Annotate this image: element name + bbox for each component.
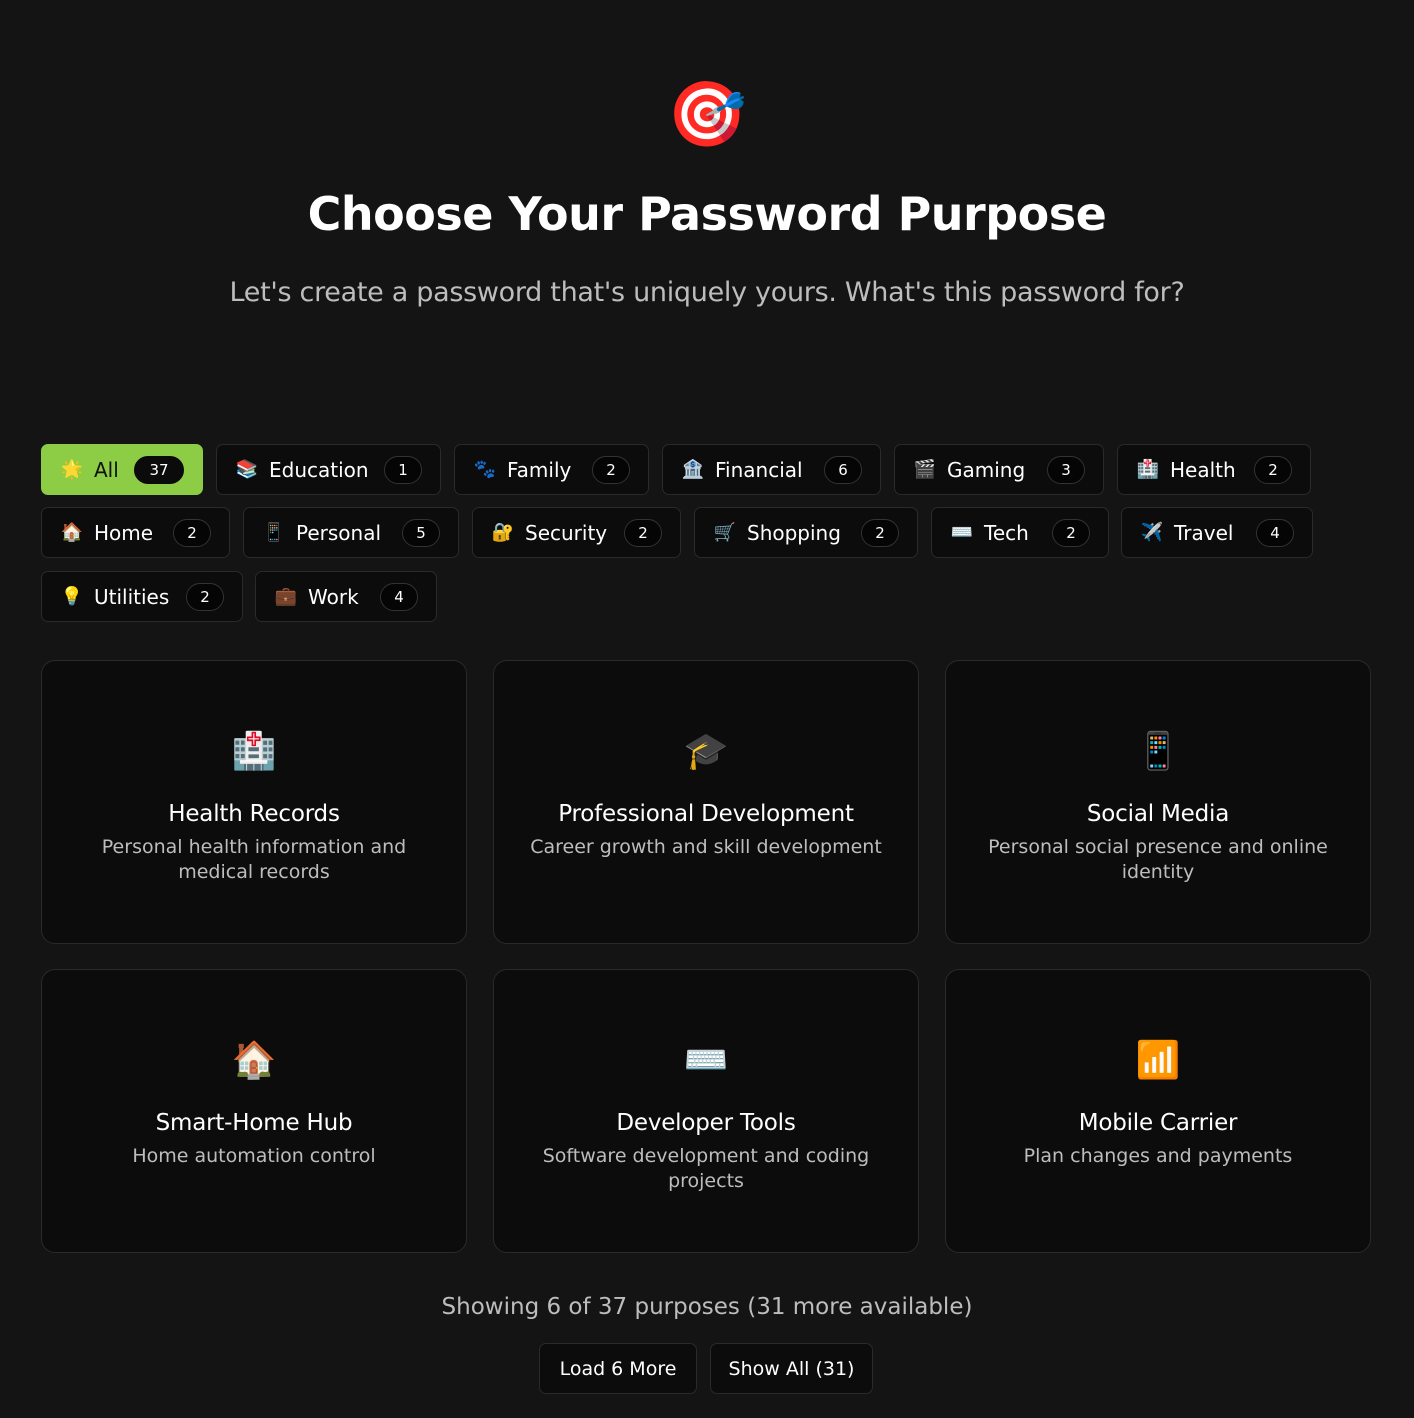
filter-all[interactable] <box>41 444 203 495</box>
show-all-button[interactable]: Show All (31) <box>710 1343 873 1394</box>
purpose-card-mobile-carrier[interactable] <box>945 969 1371 1253</box>
filter-label: Utilities <box>94 584 170 609</box>
filter-gaming[interactable] <box>894 444 1104 495</box>
airplane-icon: ✈️ <box>1140 522 1164 543</box>
filter-count-badge: 37 <box>134 456 184 484</box>
purpose-card-smart-home-hub[interactable] <box>41 969 467 1253</box>
card-description: Personal health information and medical records <box>101 836 407 883</box>
filter-health[interactable] <box>1117 444 1311 495</box>
filter-label: Travel <box>1174 520 1234 545</box>
filter-count-badge: 1 <box>384 456 422 484</box>
keyboard-icon: ⌨️ <box>950 522 974 543</box>
filter-count-badge: 3 <box>1047 456 1085 484</box>
bank-icon: 🏦 <box>681 459 705 480</box>
graduation-cap-icon: 🎓 <box>683 731 729 772</box>
target-icon: 🎯 <box>667 78 747 152</box>
briefcase-icon: 💼 <box>274 586 298 607</box>
card-description: Software development and coding projects <box>542 1145 870 1192</box>
shopping-cart-icon: 🛒 <box>713 522 737 543</box>
card-title: Social Media <box>1086 801 1230 827</box>
books-icon: 📚 <box>235 459 259 480</box>
purpose-card-health-records[interactable] <box>41 660 467 944</box>
purpose-card-developer-tools[interactable] <box>493 969 919 1253</box>
paw-prints-icon: 🐾 <box>473 459 497 480</box>
filter-family[interactable] <box>454 444 649 495</box>
mobile-phone-icon: 📱 <box>262 522 286 543</box>
card-title: Smart-Home Hub <box>155 1110 353 1136</box>
hospital-icon: 🏥 <box>1136 459 1160 480</box>
mobile-phone-icon: 📱 <box>1135 731 1181 772</box>
filter-count-badge: 2 <box>861 519 899 547</box>
filter-count-badge: 5 <box>402 519 440 547</box>
filter-financial[interactable] <box>662 444 881 495</box>
filter-count-badge: 6 <box>824 456 862 484</box>
filter-security[interactable] <box>472 507 681 558</box>
star-icon: 🌟 <box>60 459 84 480</box>
filter-label: Security <box>525 520 608 545</box>
page-subtitle: Let's create a password that's uniquely yours. What's this password for? <box>229 277 1185 308</box>
keyboard-icon: ⌨️ <box>683 1040 729 1081</box>
filter-count-badge: 2 <box>624 519 662 547</box>
filter-label: Tech <box>984 520 1029 545</box>
locked-with-key-icon: 🔐 <box>491 522 515 543</box>
filter-label: Gaming <box>947 457 1026 482</box>
filter-label: Health <box>1170 457 1236 482</box>
filter-work[interactable] <box>255 571 437 622</box>
card-title: Professional Development <box>558 801 854 827</box>
filter-label: Family <box>507 457 572 482</box>
filter-label: Education <box>269 457 369 482</box>
purpose-card-social-media[interactable] <box>945 660 1371 944</box>
filter-count-badge: 2 <box>1052 519 1090 547</box>
filter-label: Home <box>94 520 154 545</box>
filter-label: Personal <box>296 520 382 545</box>
filter-count-badge: 4 <box>380 583 418 611</box>
filter-home[interactable] <box>41 507 230 558</box>
card-description: Plan changes and payments <box>1023 1145 1293 1167</box>
house-icon: 🏠 <box>60 522 84 543</box>
filter-travel[interactable] <box>1121 507 1313 558</box>
card-title: Mobile Carrier <box>1078 1110 1238 1136</box>
filter-education[interactable] <box>216 444 441 495</box>
filter-label: Work <box>308 584 359 609</box>
filter-tech[interactable] <box>931 507 1109 558</box>
page-title: Choose Your Password Purpose <box>307 187 1107 241</box>
filter-count-badge: 2 <box>1254 456 1292 484</box>
light-bulb-icon: 💡 <box>60 586 84 607</box>
purpose-card-professional-development[interactable] <box>493 660 919 944</box>
filter-count-badge: 2 <box>173 519 211 547</box>
card-title: Developer Tools <box>616 1110 796 1136</box>
filter-count-badge: 2 <box>592 456 630 484</box>
results-summary: Showing 6 of 37 purposes (31 more available) <box>441 1294 973 1320</box>
hospital-icon: 🏥 <box>231 731 277 772</box>
card-description: Home automation control <box>132 1145 376 1167</box>
house-icon: 🏠 <box>231 1040 277 1081</box>
signal-bars-icon: 📶 <box>1135 1040 1181 1081</box>
card-description: Personal social presence and online identity <box>988 836 1328 883</box>
filter-count-badge: 4 <box>1256 519 1294 547</box>
load-more-button[interactable]: Load 6 More <box>539 1343 697 1394</box>
filter-label: Financial <box>715 457 803 482</box>
filter-label: Shopping <box>747 520 841 545</box>
filter-shopping[interactable] <box>694 507 918 558</box>
card-description: Career growth and skill development <box>530 836 882 858</box>
filter-label: All <box>94 457 119 482</box>
filter-utilities[interactable] <box>41 571 243 622</box>
card-title: Health Records <box>168 801 340 827</box>
clapper-board-icon: 🎬 <box>913 459 937 480</box>
filter-personal[interactable] <box>243 507 459 558</box>
filter-count-badge: 2 <box>186 583 224 611</box>
